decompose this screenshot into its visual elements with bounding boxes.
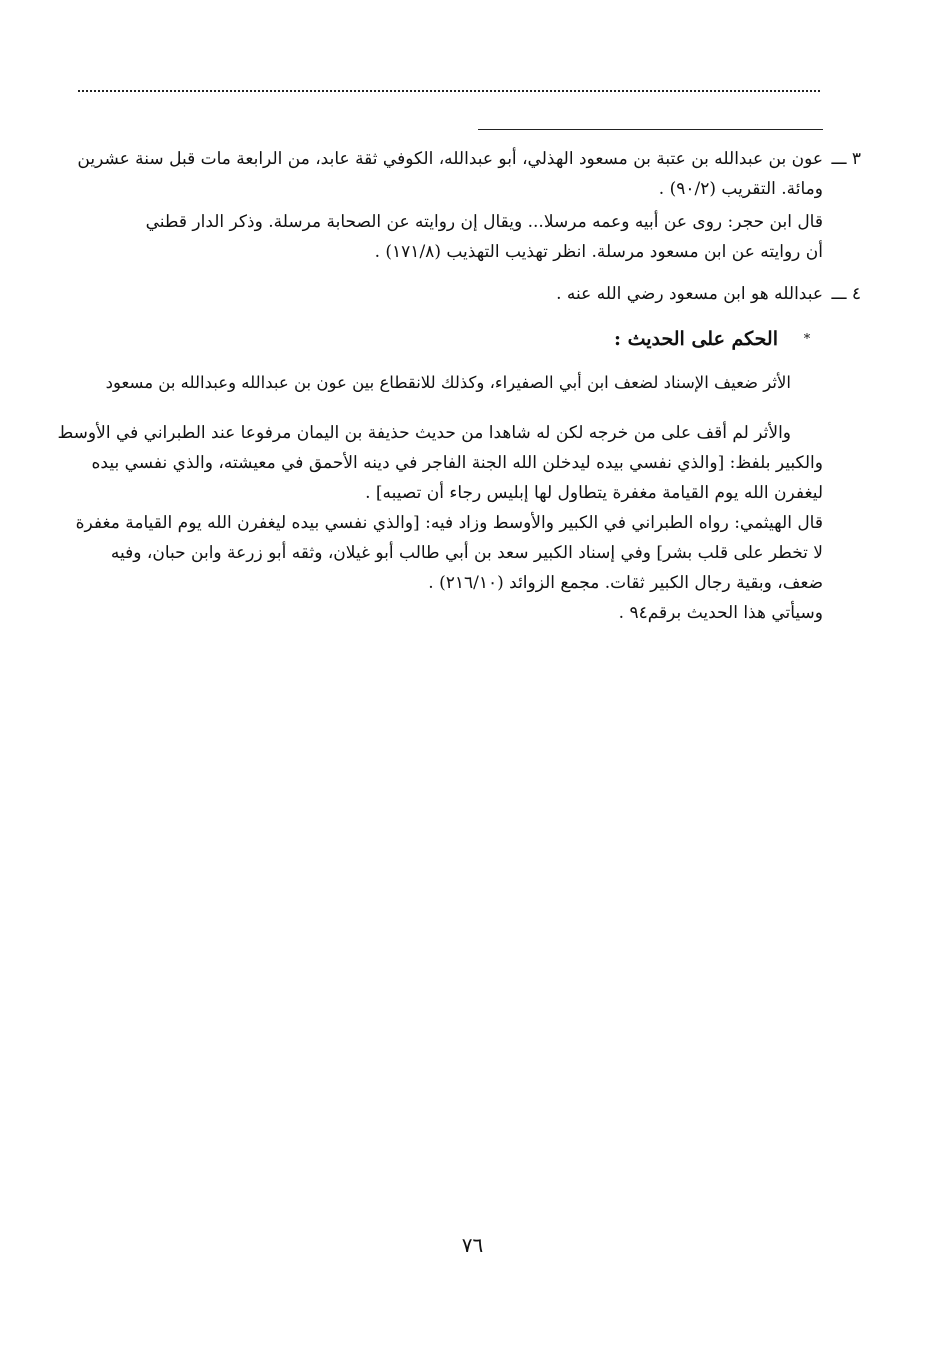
page-number: ٧٦ [461,1233,484,1257]
ruling-body-line-2: والكبير بلفظ: [والذي نفسي بيده ليدخلن الله الجنة الفاجر في دينه الأحمق في معيشته، والذي نفسي بيده [91,453,823,473]
footnote-3-line-2: ومائة. التقريب (٩٠/٢) . [658,179,823,199]
ruling-body-line-5: لا تخطر على قلب بشر] وفي إسناد الكبير سعد بن أبي طالب أبو غيلان، وثقه أبو زرعة وابن حبان، وفيه [110,543,823,563]
header-dotted-rule [78,90,820,92]
footnote-3-text [78,144,823,204]
ruling-body-line-4: قال الهيثمي: رواه الطبراني في الكبير والأوسط وزاد فيه: [والذي نفسي بيده ليغفرن الله يوم القيامة مغفرة [75,513,823,533]
ruling-body-line-3: ليغفرن الله يوم القيامة مغفرة يتطاول لها إبليس رجاء أن تصيبه] . [365,483,823,503]
footnote-3-extra-line-1: قال ابن حجر: روى عن أبيه وعمه مرسلا... ويقال إن روايته عن الصحابة مرسلة. وذكر الدار قطني [145,212,823,232]
footnote-4-text [78,279,823,309]
ruling-intro-line: الأثر ضعيف الإسناد لضعف ابن أبي الصفيراء، وكذلك للانقطاع بين عون بن عبدالله وعبدالله بن مسعود [105,373,791,392]
footnote-4-line-1: عبدالله هو ابن مسعود رضي الله عنه . [556,284,823,304]
footnote-separator-rule [478,129,823,130]
ruling-body-line-1: والأثر لم أقف على من خرجه لكن له شاهدا من حديث حذيفة بن اليمان مرفوعا عند الطبراني في الأوسط [57,423,791,443]
footnote-3-continuation [78,207,823,267]
footnote-3-number: ٣ ـــ [831,149,861,169]
footnote-4-number: ٤ ـــ [831,284,861,304]
ruling-intro [78,368,823,398]
star-bullet-icon: * [803,332,811,347]
ruling-body [57,418,823,628]
ruling-title: الحكم على الحديث : [613,328,778,350]
footnote-3-extra-line-2: أن روايته عن ابن مسعود مرسلة. انظر تهذيب التهذيب (١٧١/٨) . [374,242,823,262]
ruling-body-line-7: وسيأتي هذا الحديث برقم٩٤ . [618,603,823,623]
ruling-body-line-6: ضعف، وبقية رجال الكبير ثقات. مجمع الزوائد (٢١٦/١٠) . [428,573,823,593]
footnote-3-line-1: عون بن عبدالله بن عتبة بن مسعود الهذلي، أبو عبدالله، الكوفي ثقة عابد، من الرابعة مات قبل سنة عشرين [77,149,823,169]
